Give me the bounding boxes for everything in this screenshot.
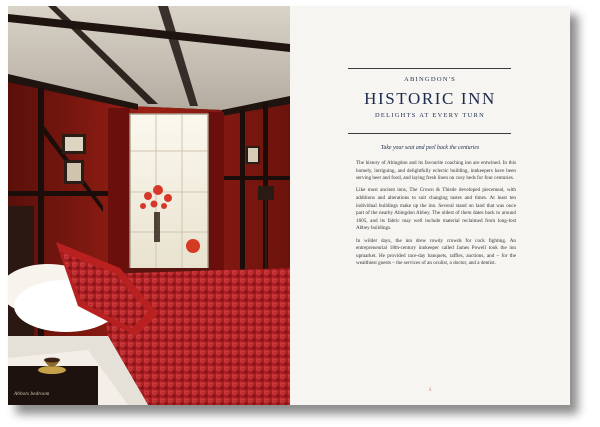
bedroom-photo-illustration [8,6,290,405]
article-subtitle: DELIGHTS AT EVERY TURN [375,112,485,119]
article-title: HISTORIC INN [364,89,496,108]
article-kicker: ABINGDON'S [403,76,457,83]
photo-caption: Abbots bedroom [14,392,50,397]
body-paragraph: Like most ancient inns, The Crown & Thistle developed piecemeal, with additions and alterations to suit changing tastes and times. At least ten individual buildings make up the inn. Several stand on land that was once part of the nearby Abingdon Abbey. The oldest of them dates back to around 1605, and its fabric may well include material reclaimed from long-lost Abbey buildings. [356,187,516,232]
article-body [356,160,516,273]
magazine-spread [8,6,570,405]
bottom-divider [348,133,511,134]
bedroom-photo [8,6,290,405]
top-divider [348,68,511,69]
article-page [290,6,570,405]
body-paragraph: The history of Abingdon and its favourite coaching inn are entwined. In this homely, intriguing, and delightfully eclectic building, innkeepers have been serving beer and food, and laying fresh linen on cosy beds for four centuries. [356,160,516,182]
page-number: 1 [428,388,432,393]
article-lede: Take your seat and peel back the centuries [380,145,480,151]
body-paragraph: In wilder days, the inn drew rowdy crowds for cock fighting. An entrepreneurial 18th-century innkeeper called James Powell took the inn upmarket. He provided race-day banquets, raffles, auctions, and – for the wealthiest guests – the services of an oculist, a doctor, and a dentist. [356,237,516,267]
